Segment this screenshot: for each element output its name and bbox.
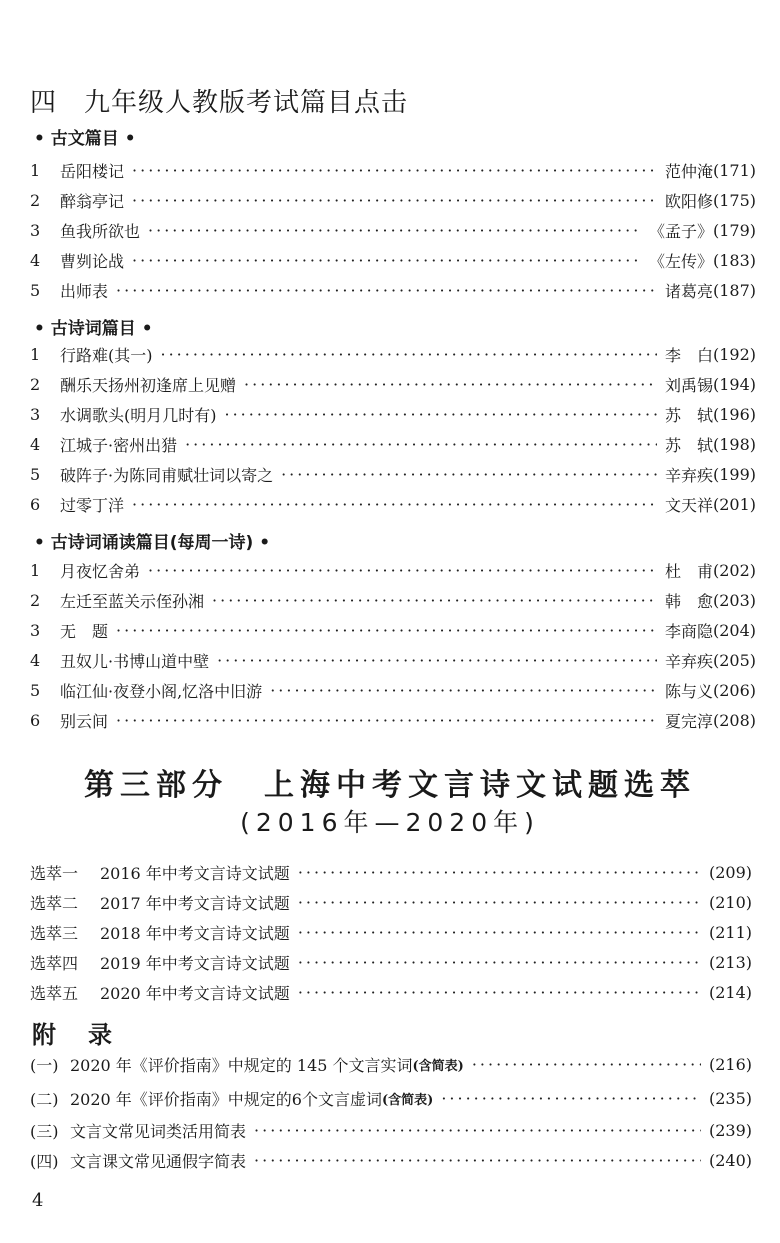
- item-label: 选萃一: [30, 863, 79, 883]
- leader-dots: [298, 953, 701, 972]
- group-label-gushici: • 古诗词篇目 •: [34, 319, 153, 339]
- group-label-guwen: • 古文篇目 •: [34, 129, 136, 149]
- item-title: 过零丁洋: [60, 495, 125, 515]
- item-title: 丑奴儿·书博山道中壁: [60, 651, 210, 671]
- item-title: 出师表: [60, 281, 109, 301]
- item-author: 辛弃疾: [664, 651, 713, 671]
- leader-dots: [148, 221, 641, 240]
- item-label: (一): [30, 1055, 59, 1075]
- leader-dots: [254, 1151, 701, 1170]
- item-number: 2: [30, 590, 41, 610]
- toc-row[interactable]: [30, 888, 752, 916]
- leader-dots: [116, 711, 657, 730]
- item-title: 曹刿论战: [60, 251, 125, 271]
- section-heading: 四 九年级人教版考试篇目点击: [30, 88, 409, 118]
- toc-row[interactable]: [30, 858, 752, 886]
- toc-row[interactable]: [30, 1050, 752, 1078]
- item-page: (192): [712, 344, 756, 364]
- leader-dots: [212, 591, 657, 610]
- item-page: (171): [712, 160, 756, 180]
- item-title: 2020 年《评价指南》中规定的 145 个文言实词: [70, 1055, 413, 1075]
- leader-dots: [281, 465, 657, 484]
- item-title: 临江仙·夜登小阁,忆洛中旧游: [60, 681, 263, 701]
- leader-dots: [132, 251, 641, 270]
- toc-row[interactable]: [30, 276, 756, 304]
- item-author: 刘禹锡: [664, 375, 713, 395]
- item-note: (含简表): [412, 1058, 464, 1074]
- item-author: 苏 轼: [664, 405, 713, 425]
- appendix-title: 附 录: [32, 1021, 116, 1049]
- item-page: (239): [708, 1120, 752, 1140]
- item-title: 2018 年中考文言诗文试题: [100, 923, 290, 943]
- toc-row[interactable]: [30, 460, 756, 488]
- leader-dots: [225, 405, 657, 424]
- part-title: 第三部分 上海中考文言诗文试题选萃: [84, 768, 696, 803]
- item-page: (179): [712, 220, 756, 240]
- item-author: 夏完淳: [664, 711, 713, 731]
- item-page: (201): [712, 494, 756, 514]
- item-author: 韩 愈: [664, 591, 713, 611]
- item-page: (175): [712, 190, 756, 210]
- item-page: (204): [712, 620, 756, 640]
- item-page: (202): [712, 560, 756, 580]
- leader-dots: [298, 983, 701, 1002]
- item-number: 3: [30, 220, 41, 240]
- item-label: (二): [30, 1089, 59, 1109]
- item-title: 岳阳楼记: [60, 161, 125, 181]
- leader-dots: [441, 1089, 701, 1108]
- leader-dots: [298, 893, 701, 912]
- item-label: (四): [30, 1151, 59, 1171]
- leader-dots: [185, 435, 657, 454]
- leader-dots: [116, 621, 657, 640]
- toc-row[interactable]: [30, 948, 752, 976]
- toc-row[interactable]: [30, 616, 756, 644]
- item-author: 《左传》: [648, 251, 713, 271]
- item-author: 范仲淹: [664, 161, 713, 181]
- item-number: 2: [30, 190, 41, 210]
- toc-row[interactable]: [30, 706, 756, 734]
- item-page: (203): [712, 590, 756, 610]
- toc-row[interactable]: [30, 918, 752, 946]
- toc-row[interactable]: [30, 156, 756, 184]
- leader-dots: [244, 375, 657, 394]
- item-page: (206): [712, 680, 756, 700]
- item-number: 4: [30, 250, 41, 270]
- toc-row[interactable]: [30, 556, 756, 584]
- leader-dots: [132, 161, 657, 180]
- item-author: 文天祥: [664, 495, 713, 515]
- item-page: (209): [708, 862, 752, 882]
- item-page: (211): [708, 922, 752, 942]
- item-author: 李商隐: [664, 621, 713, 641]
- item-page: (183): [712, 250, 756, 270]
- item-label: (三): [30, 1121, 59, 1141]
- item-title: 2020 年《评价指南》中规定的6个文言虚词: [70, 1089, 382, 1109]
- item-title: 2019 年中考文言诗文试题: [100, 953, 290, 973]
- item-title: 无 题: [60, 621, 109, 641]
- item-page: (216): [708, 1054, 752, 1074]
- item-number: 4: [30, 650, 41, 670]
- toc-row[interactable]: [30, 246, 756, 274]
- toc-row[interactable]: [30, 1116, 752, 1144]
- toc-row[interactable]: [30, 978, 752, 1006]
- item-label: 选萃二: [30, 893, 79, 913]
- item-title: 文言文常见词类活用简表: [70, 1121, 247, 1141]
- page-number: 4: [32, 1190, 44, 1211]
- item-page: (214): [708, 982, 752, 1002]
- item-page: (210): [708, 892, 752, 912]
- group-label-songdu: • 古诗词诵读篇目(每周一诗) •: [34, 533, 271, 553]
- item-author: 李 白: [664, 345, 713, 365]
- item-number: 5: [30, 680, 41, 700]
- item-number: 4: [30, 434, 41, 454]
- leader-dots: [148, 561, 657, 580]
- toc-row[interactable]: [30, 340, 756, 368]
- leader-dots: [161, 345, 657, 364]
- leader-dots: [472, 1055, 701, 1074]
- toc-row[interactable]: [30, 1084, 752, 1112]
- item-title: 江城子·密州出猎: [60, 435, 178, 455]
- item-label: 选萃四: [30, 953, 79, 973]
- toc-row[interactable]: [30, 370, 756, 398]
- toc-row[interactable]: [30, 186, 756, 214]
- item-author: 杜 甫: [664, 561, 713, 581]
- item-author: 陈与义: [664, 681, 713, 701]
- item-number: 1: [30, 344, 41, 364]
- item-title: 2020 年中考文言诗文试题: [100, 983, 290, 1003]
- item-title: 左迁至蓝关示侄孙湘: [60, 591, 205, 611]
- item-page: (240): [708, 1150, 752, 1170]
- item-page: (235): [708, 1088, 752, 1108]
- item-author: 苏 轼: [664, 435, 713, 455]
- item-page: (187): [712, 280, 756, 300]
- toc-row[interactable]: [30, 216, 756, 244]
- leader-dots: [217, 651, 657, 670]
- item-number: 6: [30, 710, 41, 730]
- leader-dots: [298, 923, 701, 942]
- toc-row[interactable]: [30, 430, 756, 458]
- item-title: 鱼我所欲也: [60, 221, 141, 241]
- item-page: (199): [712, 464, 756, 484]
- item-title: 2017 年中考文言诗文试题: [100, 893, 290, 913]
- leader-dots: [270, 681, 657, 700]
- item-title: 破阵子·为陈同甫赋壮词以寄之: [60, 465, 274, 485]
- item-page: (196): [712, 404, 756, 424]
- toc-row[interactable]: [30, 676, 756, 704]
- item-label: 选萃五: [30, 983, 79, 1003]
- item-number: 6: [30, 494, 41, 514]
- item-page: (198): [712, 434, 756, 454]
- item-number: 1: [30, 560, 41, 580]
- item-number: 3: [30, 404, 41, 424]
- item-page: (208): [712, 710, 756, 730]
- item-number: 5: [30, 280, 41, 300]
- toc-row[interactable]: [30, 586, 756, 614]
- toc-row[interactable]: [30, 400, 756, 428]
- item-title: 醉翁亭记: [60, 191, 125, 211]
- toc-row[interactable]: [30, 490, 756, 518]
- leader-dots: [132, 495, 657, 514]
- item-author: 欧阳修: [664, 191, 713, 211]
- leader-dots: [254, 1121, 701, 1140]
- item-title: 酬乐天扬州初逢席上见赠: [60, 375, 237, 395]
- item-page: (194): [712, 374, 756, 394]
- toc-row[interactable]: [30, 646, 756, 674]
- item-author: 诸葛亮: [664, 281, 713, 301]
- item-note: (含简表): [382, 1092, 434, 1108]
- item-page: (213): [708, 952, 752, 972]
- item-number: 3: [30, 620, 41, 640]
- part-years: (2016年—2020年): [240, 808, 540, 837]
- item-label: 选萃三: [30, 923, 79, 943]
- item-number: 2: [30, 374, 41, 394]
- leader-dots: [116, 281, 657, 300]
- item-title: 水调歌头(明月几时有): [60, 405, 217, 425]
- toc-row[interactable]: [30, 1146, 752, 1174]
- item-title: 2016 年中考文言诗文试题: [100, 863, 290, 883]
- item-page: (205): [712, 650, 756, 670]
- item-number: 5: [30, 464, 41, 484]
- item-title: 别云间: [60, 711, 109, 731]
- item-number: 1: [30, 160, 41, 180]
- item-title: 月夜忆舍弟: [60, 561, 141, 581]
- item-author: 《孟子》: [648, 221, 713, 241]
- leader-dots: [132, 191, 657, 210]
- item-author: 辛弃疾: [664, 465, 713, 485]
- item-title: 行路难(其一): [60, 345, 153, 365]
- item-title: 文言课文常见通假字简表: [70, 1151, 247, 1171]
- leader-dots: [298, 863, 701, 882]
